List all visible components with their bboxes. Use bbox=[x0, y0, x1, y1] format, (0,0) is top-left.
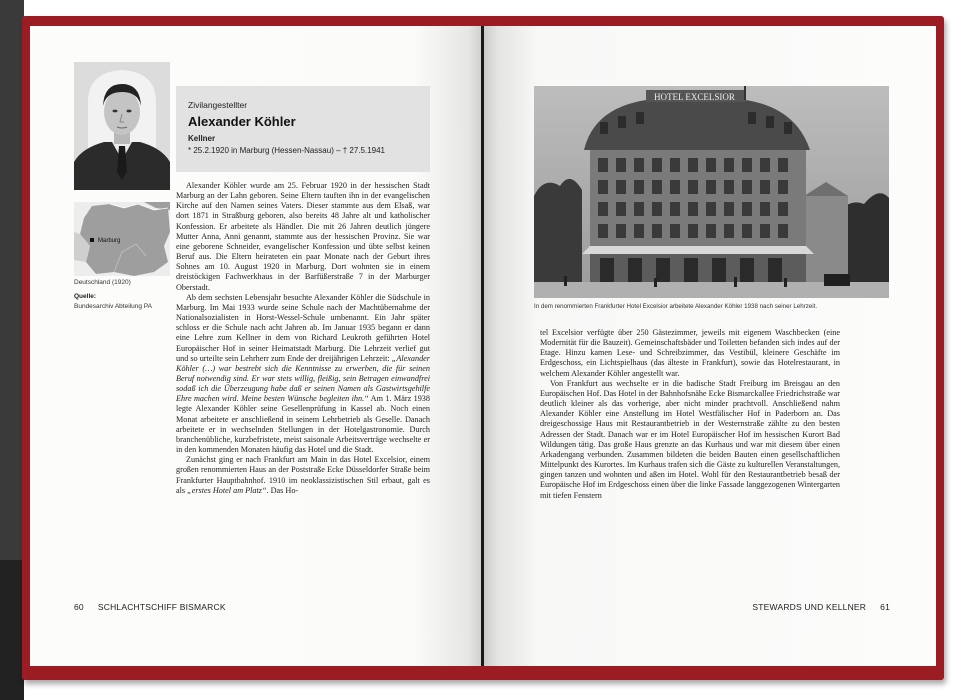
person-kicker: Zivilangestellter bbox=[188, 100, 248, 110]
hotel-sign: HOTEL EXCELSIOR bbox=[654, 92, 735, 102]
paragraph: Alexander Köhler wurde am 25. Februar 1920 in der hessischen Stadt Marburg an der Lahn geboren. Seine Eltern tauften ihn in der evangelischen Kirche auf den Namen seines Vaters. Dieser stammte aus dem Elsaß, war dort 1871 in Straßburg geboren, also bereits 48 Jahre alt und katholischer Konfession. Er arbeitete als Händler. Die mit 26 Jahren deutlich jüngere Mutter Anna, Anni genannt, stammte aus der hessischen Provinz. Sie war eine geborene Schneider, evangelischer Konfession und übte selbst keinen Beruf aus. Die Eltern heirateten ein paar Monate nach der Geburt ihres Sohnes am 10. August 1920 in Marburg. Dort wohnten sie in einem dreistöckigen Fachwerkhaus in der Barfüßerstraße 7 in der Marburger Oberstadt. bbox=[176, 181, 430, 292]
page-number: 61 bbox=[880, 602, 890, 612]
left-body-text bbox=[176, 181, 430, 496]
running-title: SCHLACHTSCHIFF BISMARCK bbox=[97, 602, 226, 612]
map-caption: Deutschland (1920) bbox=[74, 279, 131, 286]
map-illustration bbox=[74, 202, 170, 276]
running-title: STEWARDS UND KELLNER bbox=[752, 602, 867, 612]
paragraph-text: Ab dem sechsten Lebensjahr besuchte Alexander Köhler die Südschule in Marburg. Im Mai 1933 wurde seine Schule nach der Machtübernahme der Nationalsozialisten in Horst-Wessel-Schule umbenannt. Ein Jahr später schloss er die Schule nach acht Jahren ab. Im Januar 1935 begann er dann eine Lehre zum Kellner in dem von Richard Leukroth geführten Hotel Europäischer Hof in seiner Heimatstadt Marburg. Die Lehrzeit verlief gut und so urteilte sein Lehrherr zum Ende der dreijährigen Lehrzeit: bbox=[176, 292, 430, 363]
paragraph-text: . Das Ho- bbox=[266, 485, 299, 495]
background-left-edge-bottom bbox=[0, 560, 24, 700]
person-header-box bbox=[176, 86, 430, 172]
hotel-photo bbox=[534, 86, 889, 298]
paragraph: tel Excelsior verfügte über 250 Gästezimmer, jeweils mit eigenem Waschbecken (eine Modernität für die Bauzeit). Gemeinschaftsbäder und Toiletten befanden sich indes auf der Etage. Hinzu kamen Lese- und Schreibzimmer, das Vestibül, kleinere Geschäfte im Erdgeschoss, ein Lichtspielhaus (das älteste in Frankfurt), sowie das Hotelrestaurant, in welchem Alexander Köhler angestellt war. bbox=[540, 328, 840, 378]
paragraph-text: Zunächst ging er nach Frankfurt am Main in das Hotel Excelsior, einem großen renommierten Haus an der Poststraße Ecke Düsseldorfer Straße beim Frankfurter Hauptbahnhof. 1910 im neoklassizistischen Stil erbaut, galt es als bbox=[176, 455, 430, 495]
source-label: Quelle: bbox=[74, 293, 97, 300]
person-job: Kellner bbox=[188, 134, 216, 143]
left-page bbox=[30, 26, 482, 666]
person-dates: * 25.2.1920 in Marburg (Hessen-Nassau) – † 27.5.1941 bbox=[188, 146, 386, 155]
page-number: 60 bbox=[74, 602, 84, 612]
portrait-photo bbox=[74, 62, 170, 190]
right-page bbox=[484, 26, 936, 666]
germany-map bbox=[74, 202, 170, 276]
map-marker-label: Marburg bbox=[98, 238, 121, 244]
left-folio bbox=[74, 602, 226, 612]
paragraph: Von Frankfurt aus wechselte er in die badische Stadt Freiburg im Breisgau an den Europäischen Hof. Das Hotel in der Bahnhofsnähe Ecke Bismarckallee Friedrichstraße war deutlich kleiner als das vorherige, aber nicht minder prachtvoll. Anschließend nahm Alexander Köhler eine Anstellung im Hotel Westfälischer Hof in Paderborn an. Das dreigeschossige Haus mit Restaurantbetrieb in der Westernstraße zählte zu den besten Adressen der Stadt. Danach war er im Hotel Europäischer Hof im hessischen Kurort Bad Wildungen tätig. Das große Haus grenzte an das Kurhaus und war mit diesem über einen Arkadengang verbunden. Zusammen bildeten die beiden Bauten einen gesellschaftlichen Mittelpunkt des Kurortes. Im Kurhaus trafen sich die Gäste zu kulturellen Veranstaltungen, gingen tanzen und wohnten und aßen im Hotel. Wohl für den Restaurantbetrieb besaß der Europäische Hof im Erdgeschoss einen über die linke Fassade langgezogenen Wintergarten mit tiefen Fenstern bbox=[540, 378, 840, 500]
quote-text: „Alexander Köhler (…) war bestrebt sich die Kenntnisse zu erwerben, die für seinen Beruf notwendig sind. Er war stets willig, fleißig, sein Betragen einwandfrei sodaß ich die Überzeugung habe daß er seinen Namen als Gastwirtsgehilfe Ehre machen wird. Meine besten Wünsche begleiten ihn.“ bbox=[176, 353, 430, 404]
quote-text: „erstes Hotel am Platz“ bbox=[187, 485, 267, 495]
right-folio bbox=[752, 602, 890, 612]
paragraph-text: Am 1. März 1938 legte Alexander Köhler seine Gesellenprüfung in Kassel ab. Noch einen Monat arbeitete er anschließend in seinem Lehrbetrieb als Geselle. Danach arbeitete er in wechselnden Stellungen in der Hotelgastronomie. Durch branchenübliche, kurzbefristete, meist saisonale Arbeitsverträge wechselte er in den kommenden Monaten häufig das Hotel und die Stadt. bbox=[176, 394, 430, 455]
right-body-text bbox=[540, 328, 840, 501]
source-text: Bundesarchiv Abteilung PA bbox=[74, 303, 152, 310]
hotel-illustration bbox=[534, 86, 889, 298]
person-name: Alexander Köhler bbox=[188, 114, 296, 129]
photo-caption: In dem renommierten Frankfurter Hotel Excelsior arbeitete Alexander Köhler 1938 nach seiner Lehrzeit. bbox=[534, 303, 818, 310]
paragraph bbox=[176, 293, 430, 456]
paragraph bbox=[176, 455, 430, 496]
portrait-illustration bbox=[74, 62, 170, 190]
